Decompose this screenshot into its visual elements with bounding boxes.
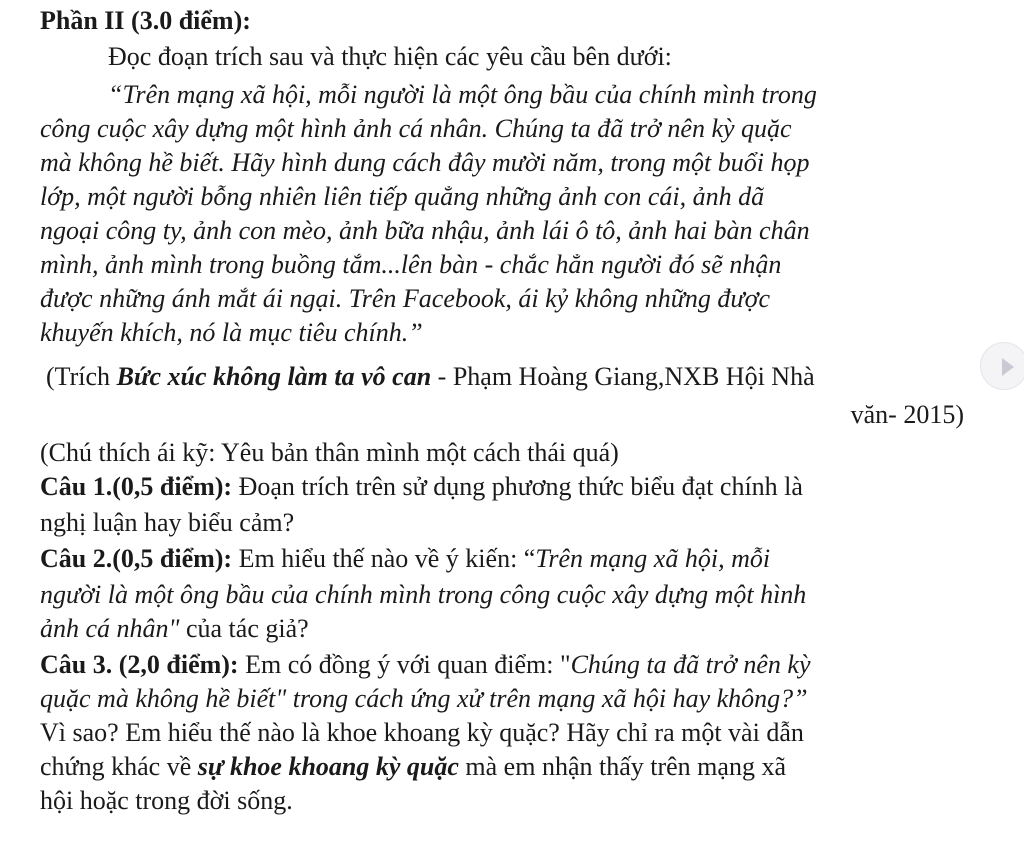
passage-line: công cuộc xây dựng một hình ảnh cá nhân. Chúng ta đã trở nên kỳ quặc (40, 114, 792, 143)
passage-line: ngoại công ty, ảnh con mèo, ảnh bữa nhậu, ảnh lái ô tô, ảnh hai bàn chân (40, 216, 810, 245)
source-work-title: Bức xúc không làm ta vô can (116, 362, 432, 391)
passage-line: lớp, một người bỗng nhiên liên tiếp quẳng những ảnh con cái, ảnh dã (40, 182, 765, 211)
passage-line: được những ánh mắt ái ngại. Trên Facebook, ái kỷ không những được (40, 284, 771, 313)
passage-line: “Trên mạng xã hội, mỗi người là một ông bầu của chính mình trong (108, 80, 817, 109)
source-citation (46, 360, 964, 394)
source-author-publisher: - Phạm Hoàng Giang,NXB Hội Nhà (431, 362, 815, 391)
passage-line: khuyến khích, nó là mục tiêu chính.” (40, 318, 423, 347)
source-prefix: (Trích (46, 362, 117, 391)
question-3-line4-a: chứng khác về (40, 752, 198, 781)
question-3-quote: Chúng ta đã trở nên kỳ (570, 650, 811, 679)
question-1-cont: nghị luận hay biểu cảm? (40, 508, 295, 537)
question-3 (40, 648, 964, 682)
question-2-cont: người là một ông bầu của chính mình trong công cuộc xây dựng một hình (40, 580, 807, 609)
question-3-line4 (40, 750, 964, 784)
question-3-cont: quặc mà không hề biết" trong cách ứng xử trên mạng xã hội hay không?” (40, 684, 808, 713)
section-title: Phần II (3.0 điểm): (40, 6, 251, 35)
question-3-line5: hội hoặc trong đời sống. (40, 786, 293, 815)
question-2-quote: Trên mạng xã hội, mỗi (535, 544, 771, 573)
question-1 (40, 470, 964, 504)
question-3-line3: Vì sao? Em hiểu thế nào là khoe khoang kỳ quặc? Hãy chỉ ra một vài dẫn (40, 718, 804, 747)
question-1-text: Đoạn trích trên sử dụng phương thức biểu đạt chính là (232, 472, 803, 501)
source-year: văn- 2015) (850, 400, 964, 429)
question-2-tail: của tác giả? (179, 614, 309, 643)
instruction-text: Đọc đoạn trích sau và thực hiện các yêu cầu bên dưới: (108, 42, 672, 71)
question-1-label: Câu 1.(0,5 điểm): (40, 472, 233, 501)
passage-line: mình, ảnh mình trong buồng tắm...lên bàn - chắc hẳn người đó sẽ nhận (40, 250, 782, 279)
play-icon[interactable] (980, 342, 1024, 390)
question-2 (40, 542, 964, 576)
question-3-label: Câu 3. (2,0 điểm): (40, 650, 239, 679)
question-2-end (40, 612, 964, 646)
question-2-label: Câu 2.(0,5 điểm): (40, 544, 233, 573)
question-2-text: Em hiểu thế nào về ý kiến: “ (232, 544, 536, 573)
passage-line: mà không hề biết. Hãy hình dung cách đây mười năm, trong một buổi họp (40, 148, 810, 177)
question-3-emphasis: sự khoe khoang kỳ quặc (197, 752, 459, 781)
question-3-line4-c: mà em nhận thấy trên mạng xã (458, 752, 786, 781)
question-3-text: Em có đồng ý với quan điểm: " (238, 650, 571, 679)
vocab-note: (Chú thích ái kỹ: Yêu bản thân mình một cách thái quá) (40, 438, 619, 467)
question-2-quote-end: ảnh cá nhân" (40, 614, 180, 643)
